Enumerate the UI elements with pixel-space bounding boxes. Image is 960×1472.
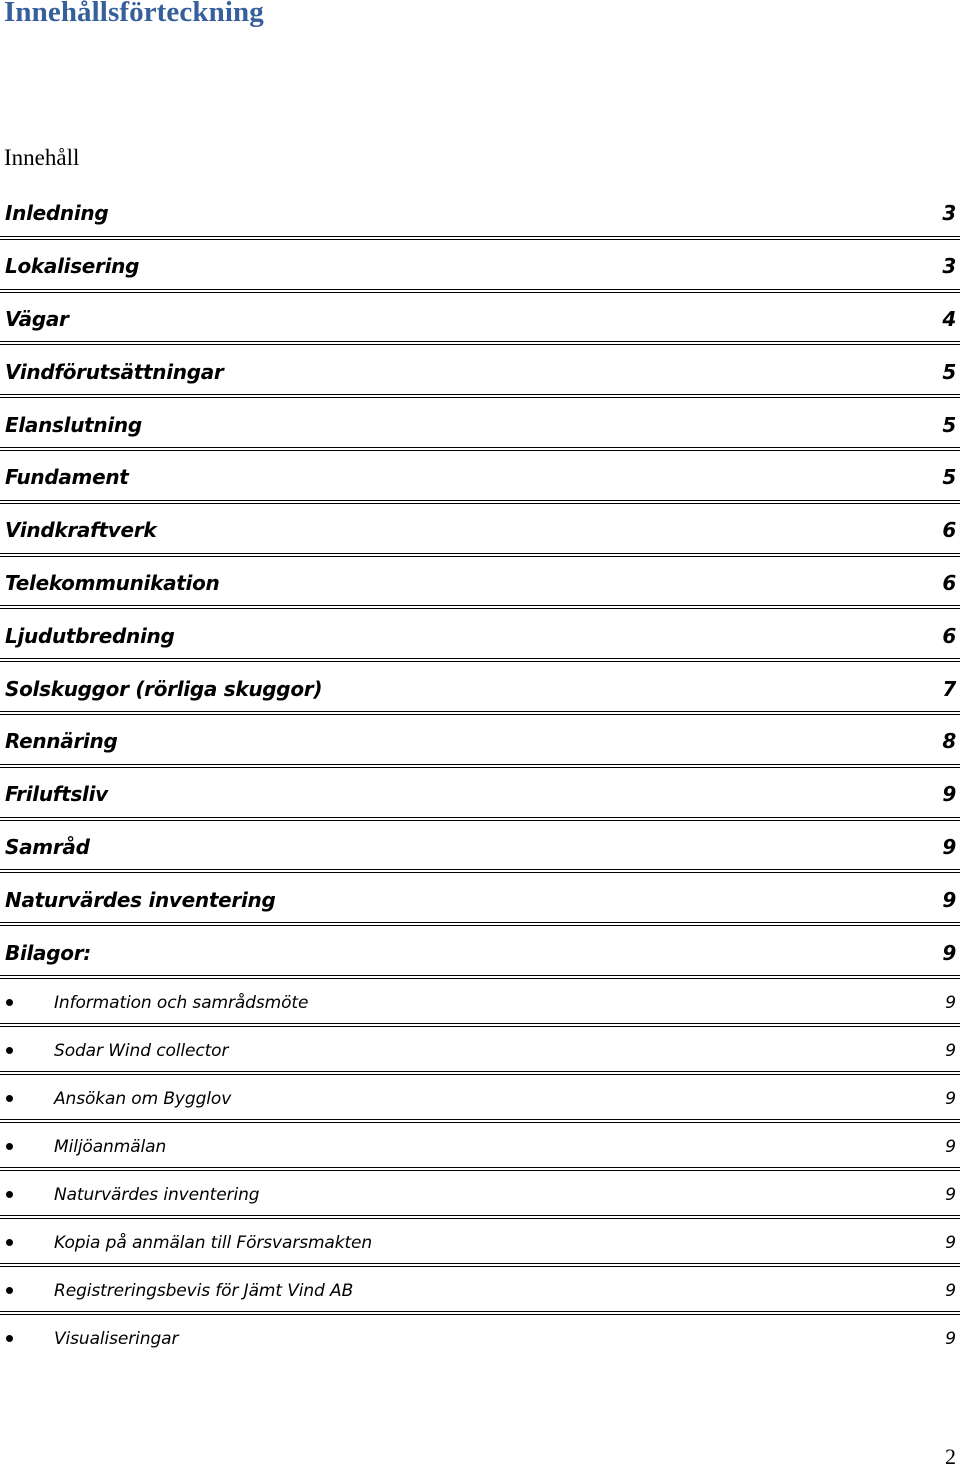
toc-entry-label: Elanslutning — [5, 412, 142, 437]
toc-subentry-label: Kopia på anmälan till Försvarsmakten — [54, 1232, 373, 1253]
toc-entry-elanslutning[interactable] — [0, 398, 960, 451]
toc-entry-label: Vägar — [5, 306, 69, 331]
toc-entry-vindkraftverk[interactable] — [0, 504, 960, 557]
bullet-icon — [6, 999, 13, 1006]
toc-subentry-label: Visualiseringar — [54, 1328, 179, 1349]
toc-entry-page: 9 — [942, 834, 956, 859]
toc-heading: Innehåll — [4, 145, 80, 170]
toc-entry-page: 3 — [942, 201, 956, 226]
toc-subentry-page: 9 — [945, 1040, 956, 1061]
toc-subentry-page: 9 — [945, 1088, 956, 1109]
toc-entry-page: 3 — [942, 254, 956, 279]
toc-entry-fundament[interactable] — [0, 451, 960, 504]
toc-subentry-label: Sodar Wind collector — [54, 1040, 229, 1061]
bullet-icon — [6, 1191, 13, 1198]
table-of-contents — [0, 187, 960, 1363]
toc-subentry-page: 9 — [945, 1328, 956, 1349]
document-title: Innehållsförteckning — [4, 0, 264, 28]
toc-entry-label: Lokalisering — [5, 254, 140, 279]
bullet-icon — [6, 1287, 13, 1294]
toc-subentry-page: 9 — [945, 1184, 956, 1205]
toc-entry-label: Naturvärdes inventering — [5, 887, 276, 912]
toc-entry-ljudutbredning[interactable] — [0, 609, 960, 662]
toc-entry-label: Bilagor: — [5, 940, 91, 965]
toc-entry-rennaring[interactable] — [0, 715, 960, 768]
toc-subentry-page: 9 — [945, 1280, 956, 1301]
toc-entry-label: Fundament — [5, 465, 129, 490]
page-number: 2 — [945, 1444, 956, 1469]
toc-entry-label: Samråd — [5, 834, 90, 859]
toc-entry-telekommunikation[interactable] — [0, 557, 960, 610]
bullet-icon — [6, 1335, 13, 1342]
toc-entry-friluftsliv[interactable] — [0, 768, 960, 821]
toc-entry-label: Vindförutsättningar — [5, 359, 224, 384]
toc-subentry-label: Information och samrådsmöte — [54, 992, 309, 1013]
toc-subentry-kopia-forsvarsmakten[interactable] — [0, 1219, 960, 1267]
toc-entry-inledning[interactable] — [0, 187, 960, 240]
toc-subentry-label: Ansökan om Bygglov — [54, 1088, 232, 1109]
toc-subentry-visualiseringar[interactable] — [0, 1315, 960, 1363]
toc-entry-page: 4 — [942, 306, 956, 331]
toc-entry-label: Inledning — [5, 201, 109, 226]
toc-entry-samrad[interactable] — [0, 821, 960, 874]
bullet-icon — [6, 1143, 13, 1150]
toc-entry-vindforutsattningar[interactable] — [0, 345, 960, 398]
bullet-icon — [6, 1095, 13, 1102]
toc-entry-bilagor[interactable] — [0, 926, 960, 979]
bullet-icon — [6, 1239, 13, 1246]
toc-subentry-label: Naturvärdes inventering — [54, 1184, 260, 1205]
bullet-icon — [6, 1047, 13, 1054]
toc-subentry-registreringsbevis[interactable] — [0, 1267, 960, 1315]
toc-subentry-miljoanmalan[interactable] — [0, 1123, 960, 1171]
toc-entry-label: Friluftsliv — [5, 782, 108, 807]
toc-entry-page: 9 — [942, 782, 956, 807]
toc-subentry-page: 9 — [945, 1232, 956, 1253]
toc-entry-naturvardes-inventering[interactable] — [0, 873, 960, 926]
toc-entry-label: Telekommunikation — [5, 570, 220, 595]
toc-subentry-page: 9 — [945, 992, 956, 1013]
toc-entry-page: 7 — [942, 676, 956, 701]
toc-subentry-sodar-wind-collector[interactable] — [0, 1027, 960, 1075]
toc-entry-solskuggor[interactable] — [0, 662, 960, 715]
toc-subentry-ansokan-bygglov[interactable] — [0, 1075, 960, 1123]
toc-entry-label: Vindkraftverk — [5, 518, 157, 543]
toc-entry-page: 8 — [942, 729, 956, 754]
toc-subentry-page: 9 — [945, 1136, 956, 1157]
toc-subentry-label: Registreringsbevis för Jämt Vind AB — [54, 1280, 354, 1301]
toc-entry-lokalisering[interactable] — [0, 240, 960, 293]
toc-entry-label: Solskuggor (rörliga skuggor) — [5, 676, 323, 701]
toc-entry-label: Rennäring — [5, 729, 118, 754]
toc-subentry-label: Miljöanmälan — [54, 1136, 167, 1157]
toc-subentry-naturvardes-inventering[interactable] — [0, 1171, 960, 1219]
toc-entry-page: 5 — [942, 465, 956, 490]
toc-entry-page: 6 — [942, 518, 956, 543]
toc-entry-vagar[interactable] — [0, 293, 960, 346]
toc-entry-page: 5 — [942, 359, 956, 384]
toc-entry-page: 6 — [942, 570, 956, 595]
toc-subentry-information-samradsmote[interactable] — [0, 979, 960, 1027]
toc-entry-label: Ljudutbredning — [5, 623, 175, 648]
toc-entry-page: 5 — [942, 412, 956, 437]
toc-entry-page: 9 — [942, 887, 956, 912]
toc-entry-page: 9 — [942, 940, 956, 965]
toc-entry-page: 6 — [942, 623, 956, 648]
